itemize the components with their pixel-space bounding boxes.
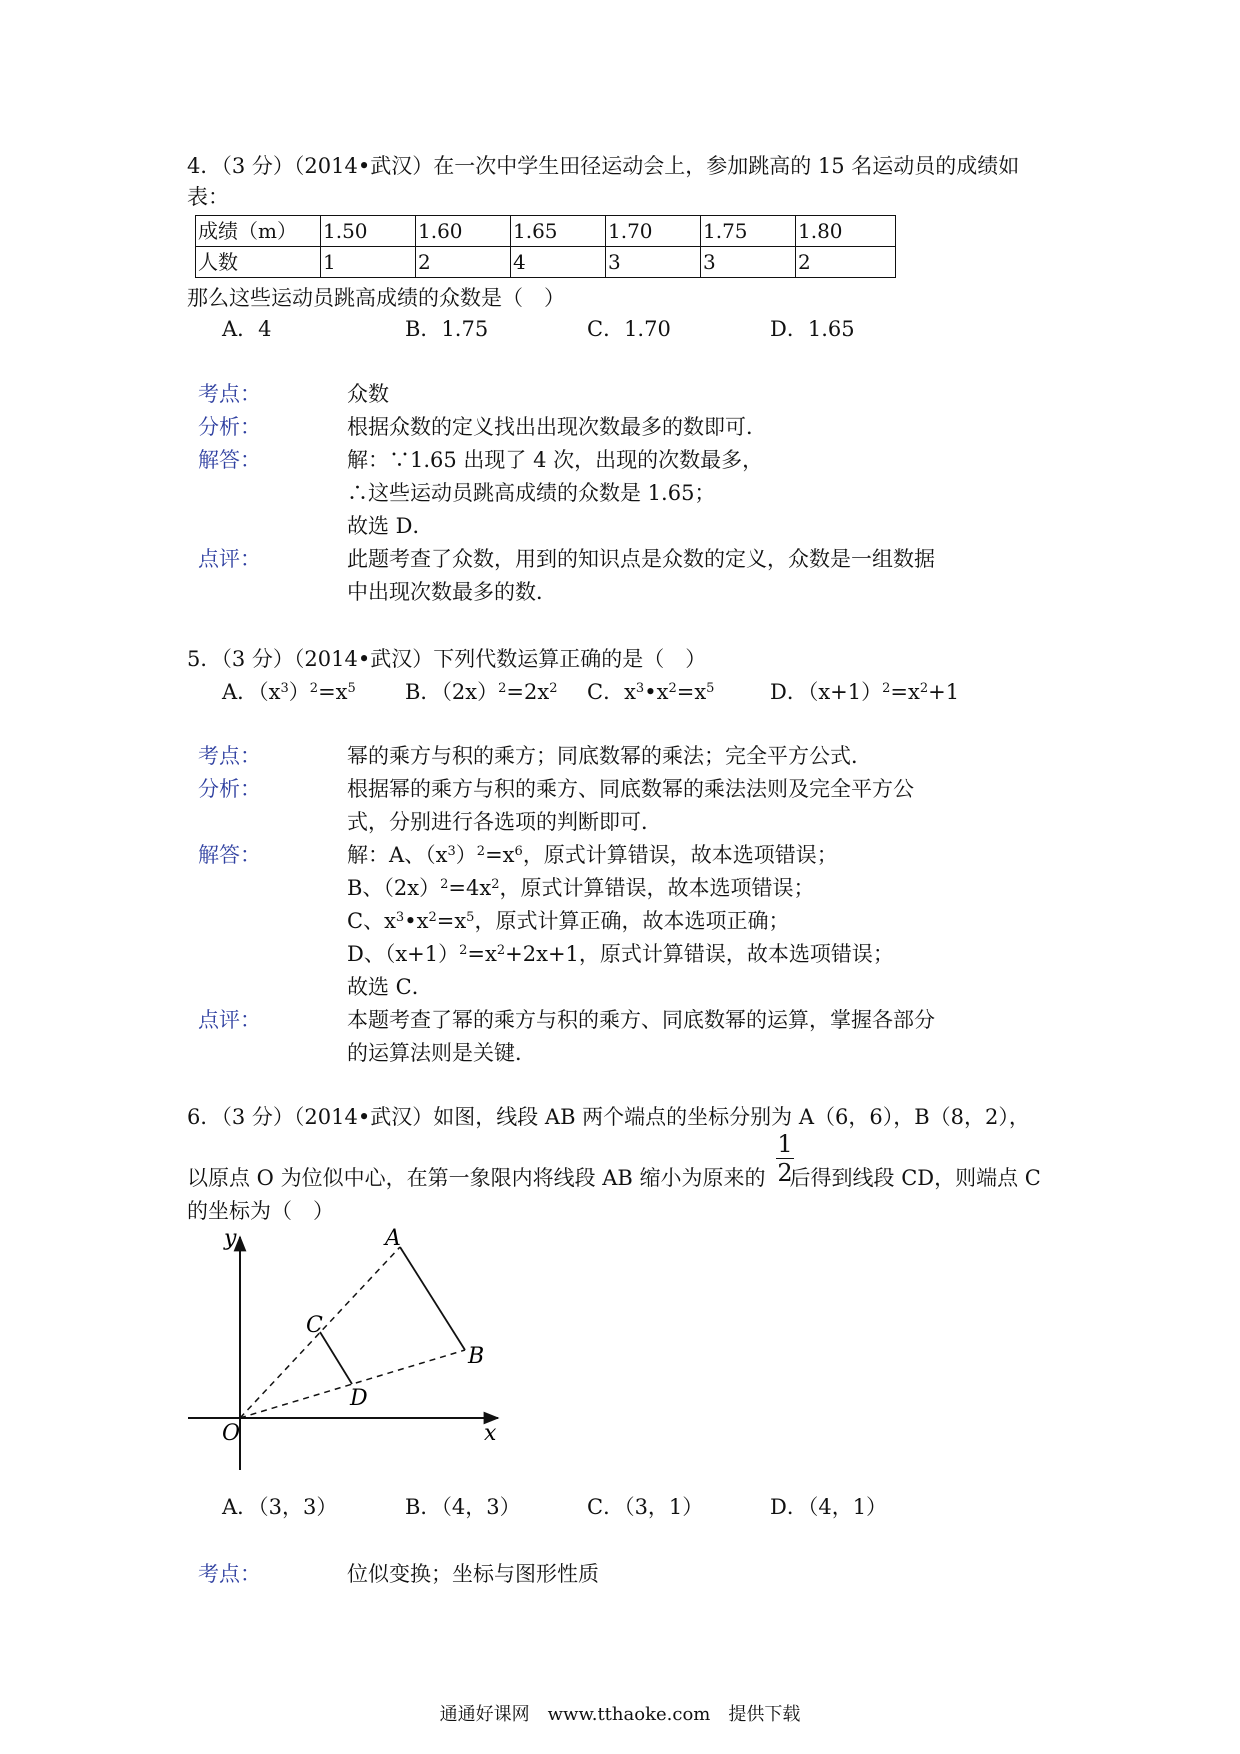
q6-kaodian: 位似变换；坐标与图形性质 (347, 1562, 599, 1586)
q6-stem-line3: 的坐标为（ ） (187, 1199, 334, 1223)
q4-option-a: A．4 (222, 317, 272, 341)
table-cell: 1.70 (606, 216, 701, 247)
q6-stem-line2-post: 后得到线段 CD，则端点 C (789, 1166, 1041, 1190)
fraction-numerator: 1 (777, 1130, 793, 1158)
q4-question: 那么这些运动员跳高成绩的众数是（ ） (187, 286, 565, 310)
q4-fenxi-label: 分析： (198, 415, 261, 439)
q5-option-b: B．$(2x)^2=2x^2$ (405, 680, 558, 704)
table-cell: 4 (511, 247, 606, 278)
table-cell: 1.75 (701, 216, 796, 247)
q5-dianping-label: 点评： (198, 1008, 261, 1032)
q4-kaodian-label: 考点： (198, 382, 261, 406)
table-cell: 1 (321, 247, 416, 278)
fraction-denominator: 2 (777, 1159, 793, 1187)
label-y: y (224, 1226, 237, 1251)
q5-option-d: D．$(x+1)^2=x^2+1$ (770, 680, 960, 704)
label-c: C (306, 1313, 323, 1338)
q4-option-b: B．1.75 (405, 317, 489, 341)
score-table (195, 215, 896, 278)
q6-option-d: D．（4，1） (770, 1495, 888, 1519)
label-o: O (222, 1421, 241, 1446)
q5-jieda-c: C、$x^3•x^2=x^5$，原式计算正确，故本选项正确； (347, 909, 790, 933)
q4-dianping-line1: 此题考查了众数，用到的知识点是众数的定义，众数是一组数据 (347, 547, 935, 571)
q5-jieda-a: 解：A、$(x^3)^2=x^6$，原式计算错误，故本选项错误； (347, 843, 838, 867)
q5-option-c: C．$x^3•x^2=x^5$ (587, 680, 715, 704)
q4-jieda-line3: 故选 D． (347, 514, 434, 538)
label-d: D (350, 1386, 368, 1411)
table-cell: 1.50 (321, 216, 416, 247)
label-a: A (385, 1226, 401, 1251)
q4-option-d: D．1.65 (770, 317, 855, 341)
q4-fenxi: 根据众数的定义找出出现次数最多的数即可． (347, 415, 767, 439)
table-cell: 1.80 (796, 216, 896, 247)
q4-jieda-line1: 解：∵1.65 出现了 4 次，出现的次数最多， (347, 448, 764, 472)
segment-cd (320, 1332, 352, 1384)
label-x: x (484, 1421, 497, 1446)
q6-option-c: C．（3，1） (587, 1495, 704, 1519)
q5-stem: 5．（3 分）（2014•武汉）下列代数运算正确的是（ ） (187, 647, 707, 671)
q5-dianping-line2: 的运算法则是关键． (347, 1041, 536, 1065)
q6-option-b: B．（4，3） (405, 1495, 521, 1519)
table-cell: 成绩（m） (196, 216, 321, 247)
table-cell: 1.65 (511, 216, 606, 247)
table-cell: 1.60 (416, 216, 511, 247)
q5-jieda-b: B、$(2x)^2=4x^2$，原式计算错误，故本选项错误； (347, 876, 815, 900)
table-cell: 2 (796, 247, 896, 278)
q5-option-a: A．$(x^3)^2=x^5$ (222, 680, 356, 704)
q5-fenxi-label: 分析： (198, 777, 261, 801)
q4-option-c: C．1.70 (587, 317, 671, 341)
q5-fenxi-line1: 根据幂的乘方与积的乘方、同底数幂的乘法法则及完全平方公 (347, 777, 914, 801)
q4-kaodian: 众数 (347, 382, 389, 406)
q4-stem-line1: 4．（3 分）（2014•武汉）在一次中学生田径运动会上，参加跳高的 15 名运动员的成绩如 (187, 154, 1020, 178)
q6-kaodian-label: 考点： (198, 1562, 261, 1586)
table-row (196, 247, 896, 278)
q5-jieda-end: 故选 C． (347, 975, 433, 999)
table-cell: 3 (701, 247, 796, 278)
q5-dianping-line1: 本题考查了幂的乘方与积的乘方、同底数幂的运算，掌握各部分 (347, 1008, 935, 1032)
q5-kaodian-label: 考点： (198, 744, 261, 768)
q6-stem-line1: 6．（3 分）（2014•武汉）如图，线段 AB 两个端点的坐标分别为 A（6，6），B（8，2）， (187, 1105, 1030, 1129)
q4-jieda-line2: ∴这些运动员跳高成绩的众数是 1.65； (347, 481, 716, 505)
page-footer: 通通好课网 www.tthaoke.com 提供下载 (439, 1704, 801, 1725)
table-cell: 人数 (196, 247, 321, 278)
q4-stem-line2: 表： (187, 185, 229, 209)
q5-fenxi-line2: 式，分别进行各选项的判断即可． (347, 810, 662, 834)
q6-stem-line2 (187, 1164, 1041, 1192)
q5-jieda-d: D、$(x+1)^2=x^2+2x+1$，原式计算错误，故本选项错误； (347, 942, 894, 966)
segment-ab (400, 1247, 465, 1350)
table-cell: 3 (606, 247, 701, 278)
q4-jieda-label: 解答： (198, 448, 261, 472)
q4-dianping-label: 点评： (198, 547, 261, 571)
q4-dianping-line2: 中出现次数最多的数． (347, 580, 557, 604)
q6-stem-line2-pre: 以原点 O 为位似中心，在第一象限内将线段 AB 缩小为原来的 (187, 1166, 766, 1190)
table-row (196, 216, 896, 247)
label-b: B (468, 1344, 485, 1369)
q6-option-a: A．（3，3） (222, 1495, 338, 1519)
similarity-diagram (180, 1225, 510, 1480)
q5-kaodian: 幂的乘方与积的乘方；同底数幂的乘法；完全平方公式． (347, 744, 872, 768)
q5-jieda-label: 解答： (198, 843, 261, 867)
one-half-fraction (773, 1130, 797, 1187)
table-cell: 2 (416, 247, 511, 278)
